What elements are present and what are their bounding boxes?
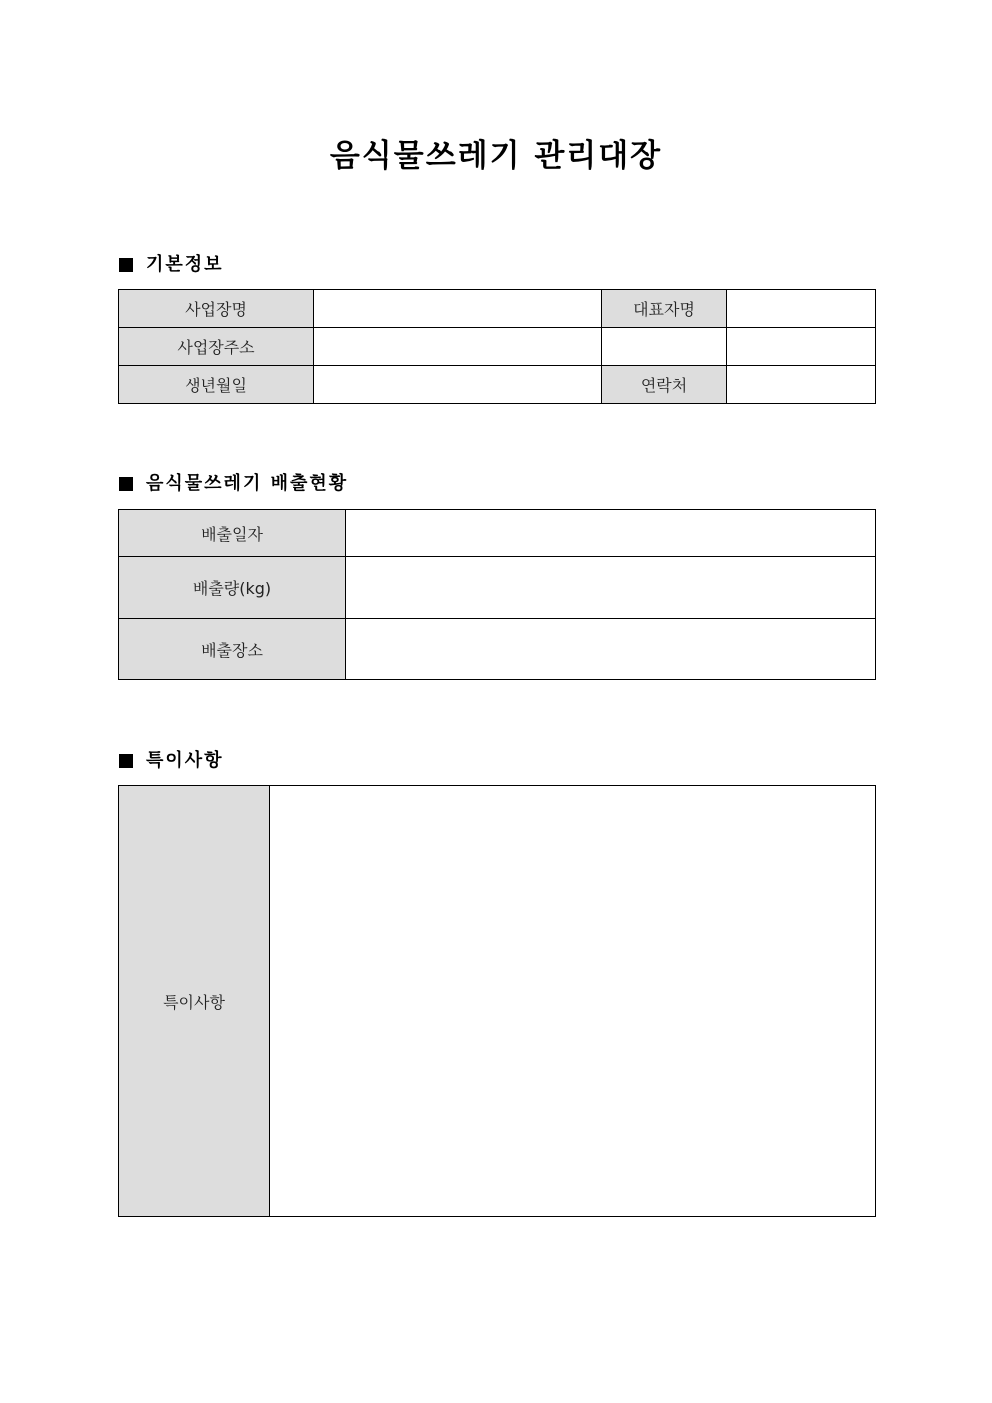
section-heading-text: 특이사항 <box>146 750 224 771</box>
table-row <box>119 619 876 680</box>
notes-field[interactable] <box>270 786 876 1217</box>
table-row <box>119 366 876 404</box>
representative-name-label: 대표자명 <box>602 290 727 328</box>
table-row <box>119 510 876 557</box>
disposal-amount-field[interactable] <box>346 557 876 619</box>
square-bullet-icon <box>119 258 133 272</box>
table-row <box>119 557 876 619</box>
business-name-label: 사업장명 <box>119 290 314 328</box>
representative-name-field[interactable] <box>727 290 876 328</box>
section-heading-text: 음식물쓰레기 배출현황 <box>146 473 349 494</box>
basic-info-table <box>118 289 876 404</box>
business-address-label: 사업장주소 <box>119 328 314 366</box>
section-heading-basic-info <box>119 253 224 277</box>
contact-label: 연락처 <box>602 366 727 404</box>
document-title: 음식물쓰레기 관리대장 <box>329 138 663 174</box>
square-bullet-icon <box>119 754 133 768</box>
table-row <box>119 786 876 1217</box>
disposal-date-label: 배출일자 <box>119 510 346 557</box>
table-row <box>119 328 876 366</box>
disposal-status-table <box>118 509 876 680</box>
disposal-date-field[interactable] <box>346 510 876 557</box>
disposal-location-label: 배출장소 <box>119 619 346 680</box>
section-heading-disposal-status <box>119 472 348 496</box>
birth-date-label: 생년월일 <box>119 366 314 404</box>
disposal-amount-label: 배출량(kg) <box>119 557 346 619</box>
blank-cell[interactable] <box>602 328 727 366</box>
section-heading-notes <box>119 749 224 773</box>
blank-cell[interactable] <box>727 328 876 366</box>
square-bullet-icon <box>119 477 133 491</box>
notes-label: 특이사항 <box>119 786 270 1217</box>
business-name-field[interactable] <box>314 290 602 328</box>
birth-date-field[interactable] <box>314 366 602 404</box>
disposal-location-field[interactable] <box>346 619 876 680</box>
notes-table <box>118 785 876 1217</box>
business-address-field[interactable] <box>314 328 602 366</box>
table-row <box>119 290 876 328</box>
contact-field[interactable] <box>727 366 876 404</box>
section-heading-text: 기본정보 <box>146 254 224 275</box>
